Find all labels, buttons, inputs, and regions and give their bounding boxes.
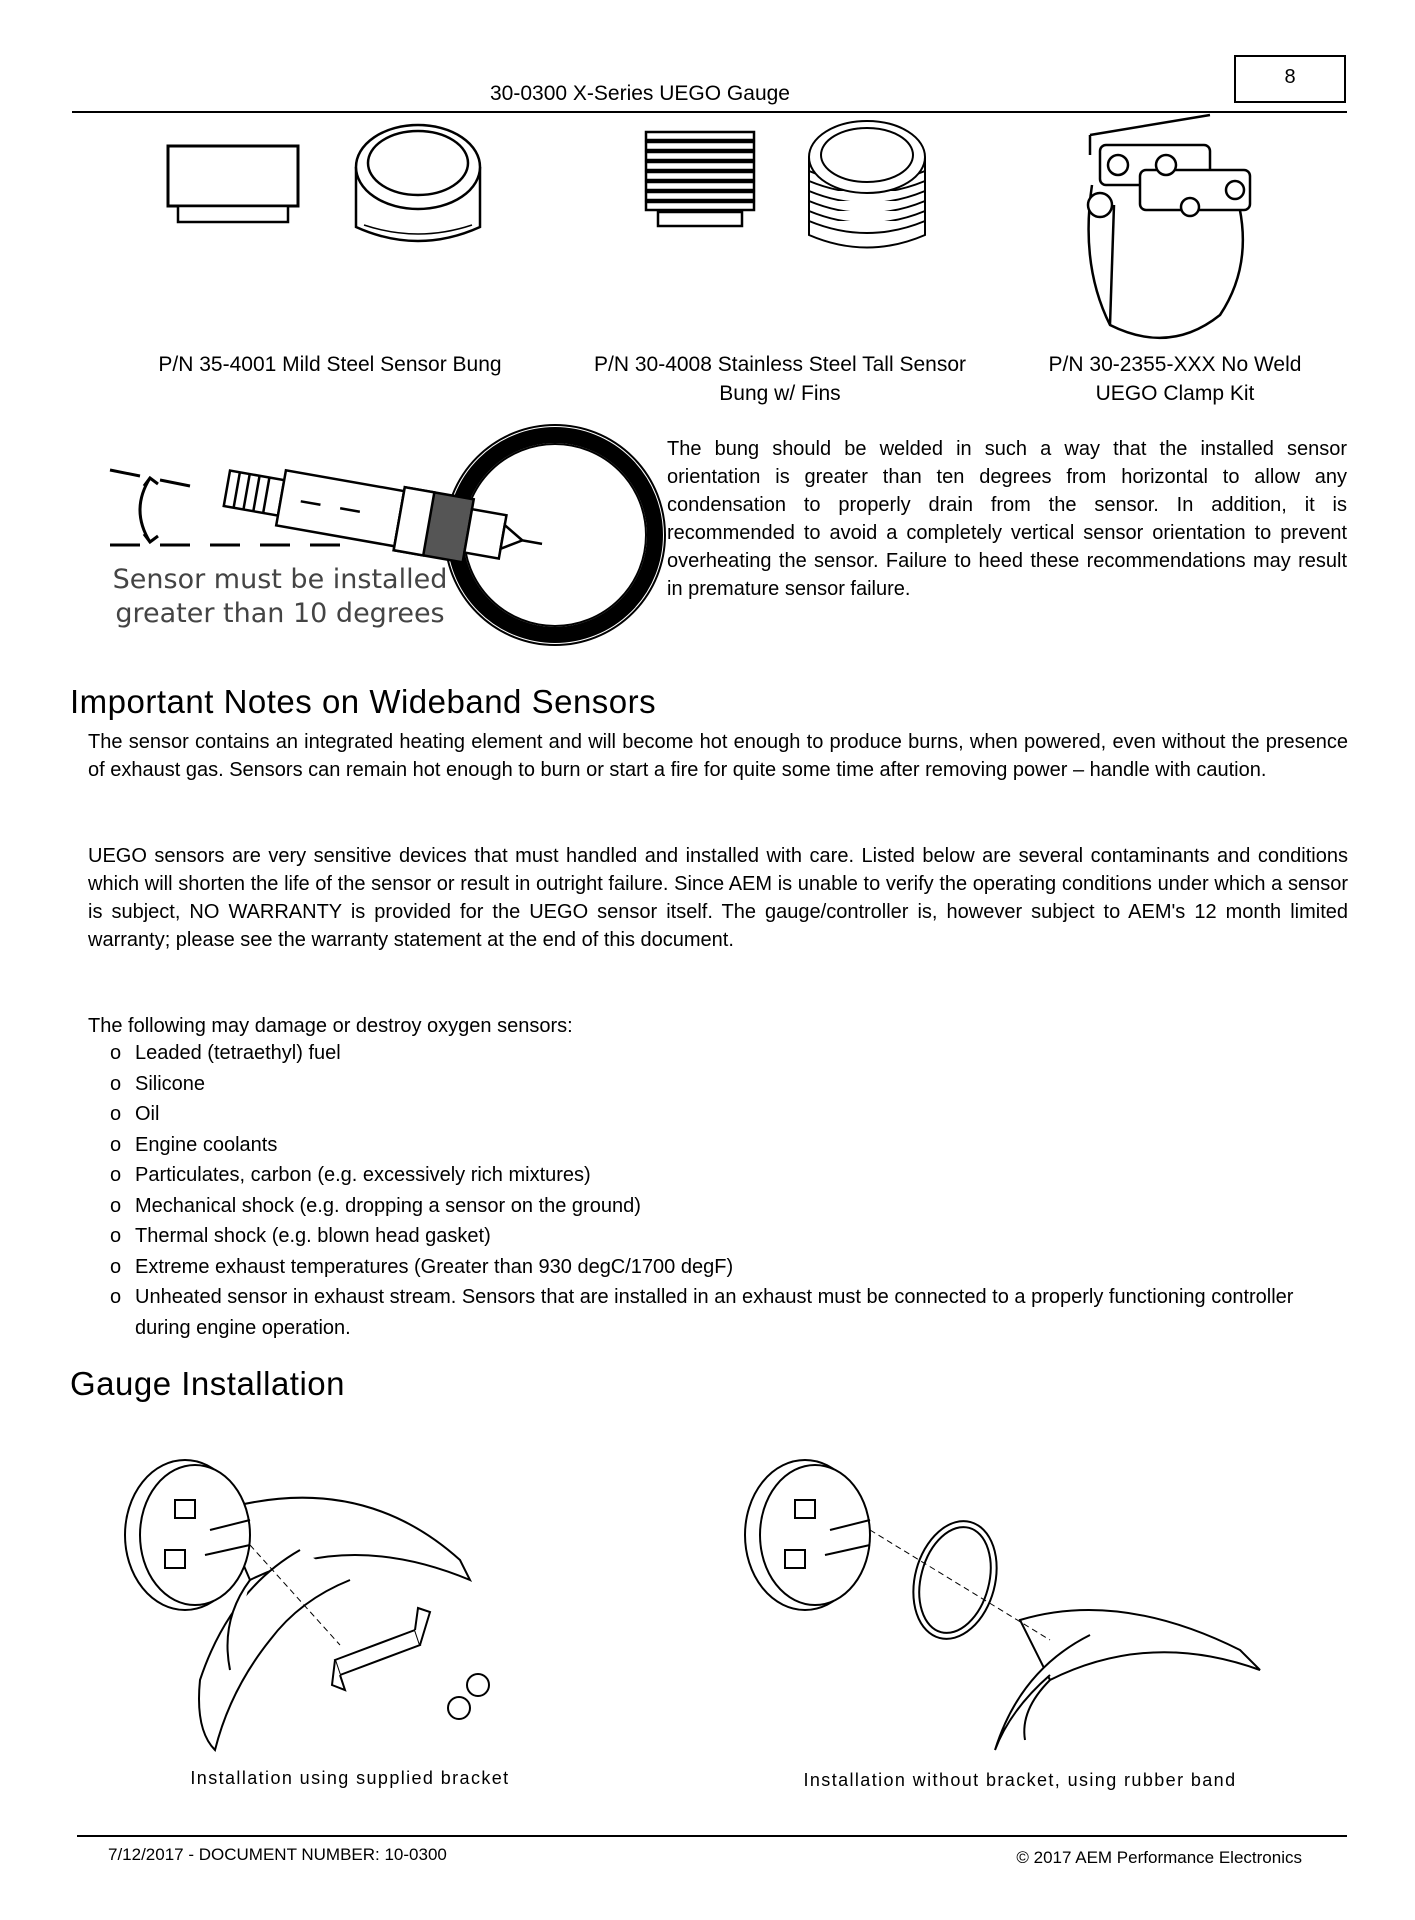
list-item: o Mechanical shock (e.g. dropping a sensor on the ground) bbox=[88, 1191, 1348, 1222]
list-item: o Engine coolants bbox=[88, 1130, 1348, 1161]
part-caption-line: UEGO Clamp Kit bbox=[1095, 382, 1255, 405]
list-item: o Thermal shock (e.g. blown head gasket) bbox=[88, 1221, 1348, 1252]
part-caption-35-4001 bbox=[120, 350, 540, 379]
footer-copyright: © 2017 AEM Performance Electronics bbox=[1016, 1848, 1302, 1867]
wideband-paragraph-heat: The sensor contains an integrated heating element and will become hot enough to produce burns, when powered, even without the presence of exhaust gas. Sensors can remain hot enough to burn or start a fire for quite some time after removing power – handle with caution. bbox=[88, 731, 1348, 781]
part-caption-line: P/N 30-4008 Stainless Steel Tall Sensor bbox=[594, 353, 966, 376]
bung-welding-note: The bung should be welded in such a way that the installed sensor orientation is greater than ten degrees from horizontal to allow any condensation to properly drain from the sensor. In addition, it is recommended to avoid a completely vertical sensor orientation to prevent overheating the sensor. Failure to heed these recommendations may result in premature sensor failure. bbox=[667, 438, 1347, 600]
mild-steel-bung-iso-illustration bbox=[350, 115, 490, 250]
damage-list-intro: The following may damage or destroy oxygen sensors: bbox=[88, 1015, 573, 1037]
list-item: o Leaded (tetraethyl) fuel bbox=[88, 1038, 1348, 1069]
caption-bracket-installation: Installation using supplied bracket bbox=[190, 1768, 510, 1788]
caption-rubber-band-installation: Installation without bracket, using rubber band bbox=[803, 1770, 1237, 1790]
sensor-damage-list bbox=[88, 1038, 1348, 1343]
footer-rule bbox=[77, 1835, 1347, 1837]
list-item: o Particulates, carbon (e.g. excessively rich mixtures) bbox=[88, 1160, 1348, 1191]
part-caption-line: P/N 35-4001 Mild Steel Sensor Bung bbox=[158, 353, 502, 376]
list-item: o Oil bbox=[88, 1099, 1348, 1130]
footer-document-number: 7/12/2017 - DOCUMENT NUMBER: 10-0300 bbox=[108, 1845, 447, 1864]
part-caption-line: P/N 30-2355-XXX No Weld bbox=[1048, 353, 1302, 376]
sensor-angle-label bbox=[110, 563, 450, 631]
page-number: 8 bbox=[1234, 55, 1346, 103]
list-item: o Extreme exhaust temperatures (Greater than 930 degC/1700 degF) bbox=[88, 1252, 1348, 1283]
list-item: o Silicone bbox=[88, 1069, 1348, 1100]
finned-bung-iso-illustration bbox=[805, 115, 930, 255]
finned-bung-side-illustration bbox=[640, 128, 760, 238]
no-weld-clamp-kit-illustration bbox=[1070, 115, 1270, 355]
installation-rubber-band-illustration bbox=[720, 1420, 1320, 1760]
sensor-angle-label-line: greater than 10 degrees bbox=[115, 598, 445, 629]
mild-steel-bung-side-illustration bbox=[160, 140, 310, 240]
part-caption-30-2355 bbox=[1020, 350, 1330, 408]
list-item: o Unheated sensor in exhaust stream. Sensors that are installed in an exhaust must be connected to a properly functioning controller during engine operation. bbox=[88, 1282, 1348, 1343]
header-rule bbox=[72, 111, 1347, 113]
part-caption-30-4008 bbox=[560, 350, 1000, 408]
wideband-paragraph-warranty: UEGO sensors are very sensitive devices that must handled and installed with care. Listed below are several contaminants and conditions which will shorten the life of the sensor or result in outright failure. Since AEM is unable to verify the operating conditions under which a sensor is subject, NO WARRANTY is provided for the UEGO sensor itself. The gauge/controller is, however subject to AEM's 12 month limited warranty; please see the warranty statement at the end of this document. bbox=[88, 845, 1348, 951]
installation-with-bracket-illustration bbox=[100, 1440, 560, 1760]
section-heading-gauge-installation: Gauge Installation bbox=[70, 1365, 346, 1402]
section-heading-wideband: Important Notes on Wideband Sensors bbox=[70, 683, 657, 720]
part-caption-line: Bung w/ Fins bbox=[719, 382, 841, 405]
document-header-title: 30-0300 X-Series UEGO Gauge bbox=[490, 82, 790, 105]
sensor-angle-label-line: Sensor must be installed bbox=[112, 564, 448, 595]
